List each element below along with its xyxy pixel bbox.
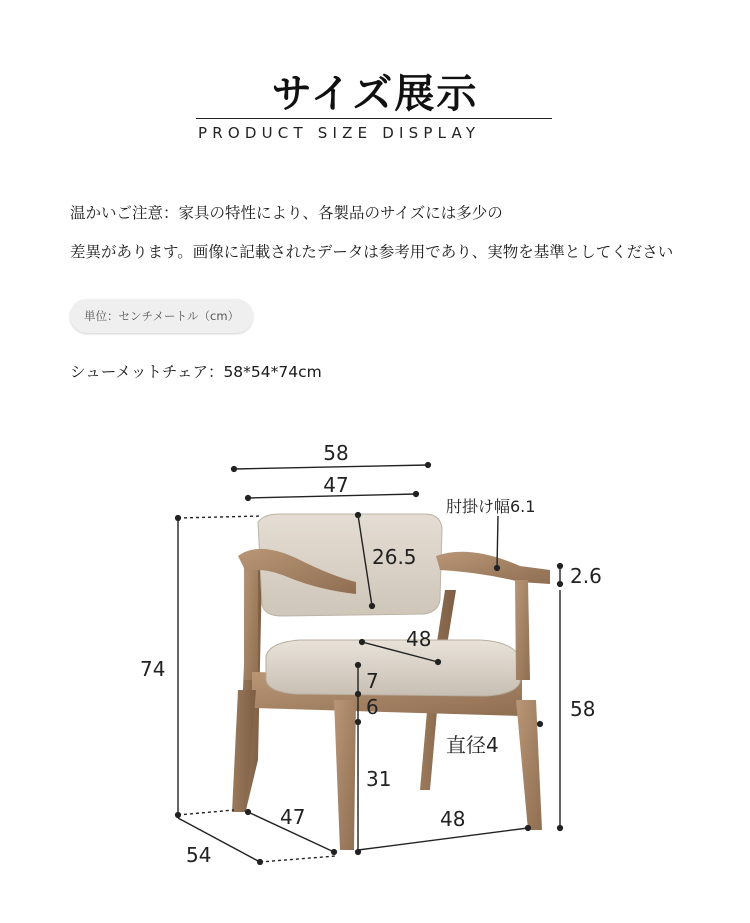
- product-spec: シューメットチェア：58*54*74cm: [70, 363, 322, 381]
- title-divider: [196, 118, 552, 119]
- page-subtitle: PRODUCT SIZE DISPLAY: [198, 124, 481, 142]
- dim-backrest-height: 26.5: [372, 545, 417, 569]
- dim-backrest-width: 47: [323, 473, 349, 497]
- dim-seat-height: 31: [366, 767, 392, 791]
- dim-leg-diameter: 直径4: [446, 733, 499, 757]
- dim-frame-thickness: 6: [366, 695, 379, 719]
- dim-overall-depth: 54: [186, 843, 212, 867]
- notice-line-1: 温かいご注意：家具の特性により、各製品のサイズには多少の: [70, 204, 503, 222]
- dim-cushion-thickness: 7: [366, 669, 379, 693]
- dim-seat-depth: 48: [406, 627, 432, 651]
- dim-armrest-thickness: 2.6: [570, 564, 602, 588]
- page-title: サイズ展示: [271, 71, 479, 117]
- unit-badge: 単位：センチメートル（cm）: [70, 299, 253, 333]
- notice-line-2: 差異があります。画像に記載されたデータは参考用であり、実物を基準としてください: [70, 243, 674, 261]
- dim-front-width: 48: [440, 807, 466, 831]
- dim-armrest-width: 肘掛け幅6.1: [446, 497, 536, 516]
- chair-dimension-diagram: [0, 400, 750, 923]
- dim-arm-height: 58: [570, 697, 596, 721]
- dim-total-height: 74: [140, 657, 166, 681]
- dim-overall-width: 58: [323, 441, 349, 465]
- dim-inner-depth: 47: [280, 805, 306, 829]
